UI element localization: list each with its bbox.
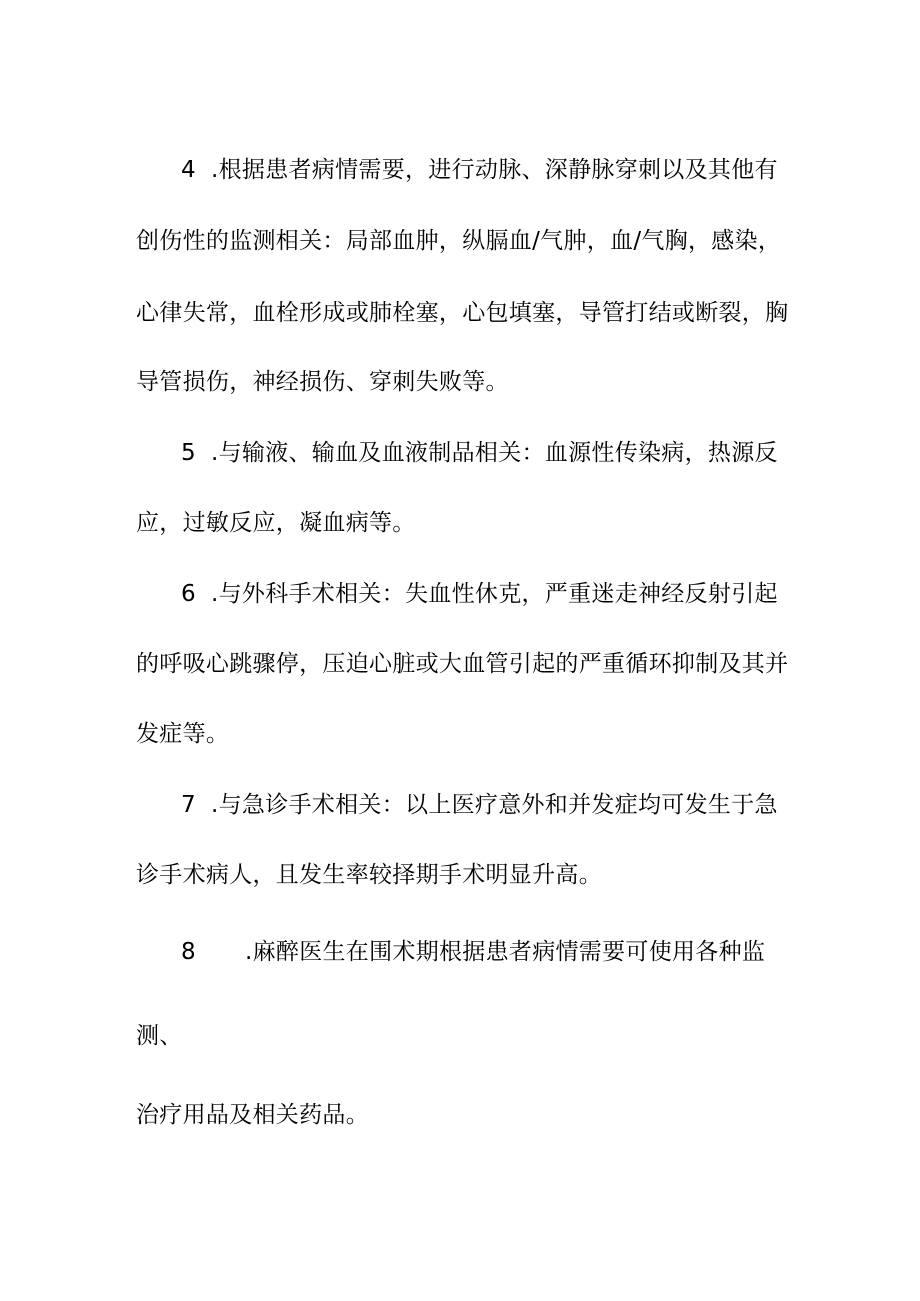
item-number: 5	[181, 440, 196, 466]
paragraph-line: 测、	[136, 1023, 183, 1049]
paragraph-line: 应，过敏反应，凝血病等。	[136, 510, 416, 536]
paragraph-line: 诊手术病人，且发生率较择期手术明显升高。	[136, 862, 602, 888]
item-text: .根据患者病情需要，进行动脉、深静脉穿刺以及其他有	[211, 157, 778, 183]
paragraph-line: 心律失常，血栓形成或肺栓塞，心包填塞，导管打结或断裂，胸	[136, 300, 789, 326]
paragraph-line	[181, 154, 778, 186]
item-text: .与外科手术相关：失血性休克，严重迷走神经反射引起	[211, 581, 778, 607]
paragraph-line: 发症等。	[136, 721, 230, 747]
item-number: 7	[181, 792, 196, 818]
item-number: 4	[181, 157, 196, 183]
paragraph-line	[181, 578, 778, 610]
paragraph-line	[181, 789, 778, 821]
paragraph-line: 的呼吸心跳骤停，压迫心脏或大血管引起的严重循环抑制及其并	[136, 651, 789, 677]
item-text: .与急诊手术相关：以上医疗意外和并发症均可发生于急	[211, 792, 778, 818]
paragraph-line	[181, 437, 778, 469]
paragraph-line: 治疗用品及相关药品。	[136, 1102, 369, 1128]
item-number: 8	[181, 939, 196, 965]
paragraph-line	[181, 936, 765, 968]
item-number: 6	[181, 581, 196, 607]
paragraph-line: 创伤性的监测相关：局部血肿，纵膈血/气肿，血/气胸，感染，	[136, 228, 782, 254]
item-text: .麻醉医生在围术期根据患者病情需要可使用各种监	[245, 939, 766, 965]
item-text: .与输液、输血及血液制品相关：血源性传染病，热源反	[211, 440, 778, 466]
paragraph-line: 导管损伤，神经损伤、穿刺失败等。	[136, 369, 509, 395]
